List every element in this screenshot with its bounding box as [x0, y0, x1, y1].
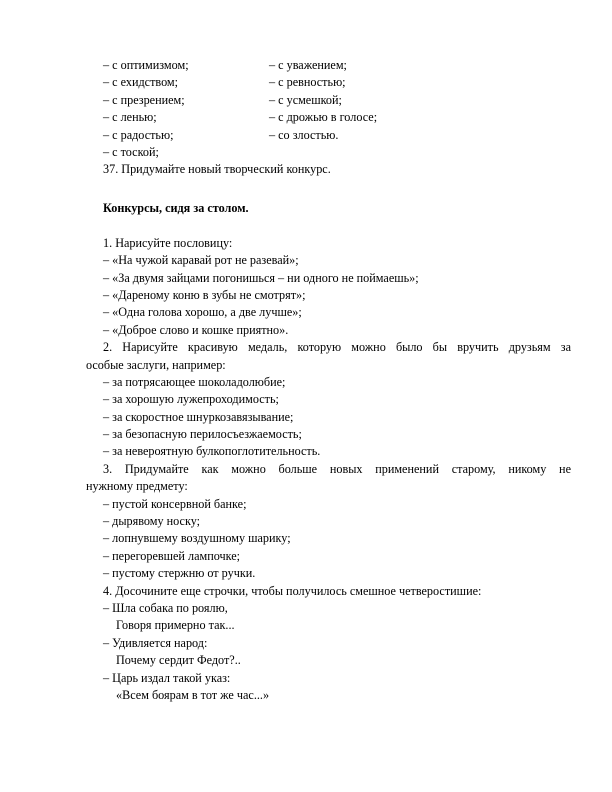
poem-line: – Шла собака по роялю,: [103, 600, 228, 615]
list-item: – с оптимизмом;: [103, 58, 189, 72]
list-row: [103, 144, 523, 161]
list-item: – с ехидством;: [103, 75, 179, 90]
list-item: – за потрясающее шоколадолюбие;: [103, 374, 286, 389]
list-row: [103, 57, 523, 74]
contest-3-heading-cont: нужному предмету:: [86, 479, 188, 494]
contest-1-heading: [103, 235, 571, 252]
list-item: – с ревностью;: [269, 75, 346, 90]
list-item: – перегоревшей лампочке;: [103, 548, 241, 563]
list-item: – пустой консервной банке;: [103, 496, 247, 511]
list-item: – «Дареному коню в зубы не смотрят»;: [103, 287, 306, 302]
poem-line: – Удивляется народ:: [103, 635, 208, 650]
list-item: – с усмешкой;: [269, 92, 342, 107]
list-item: – с презрением;: [103, 92, 185, 107]
list-item: – с дрожью в голосе;: [269, 110, 378, 125]
list-row: [103, 74, 523, 91]
list-row: [103, 109, 523, 126]
poem-line: «Всем боярам в тот же час...»: [116, 687, 270, 702]
contest-1-heading-text: 1. Нарисуйте пословицу:: [103, 235, 233, 250]
contest-3-heading: 3. Придумайте как можно больше новых применений старому, никому не: [103, 461, 571, 476]
contest-2-heading-cont: особые заслуги, например:: [86, 357, 226, 372]
list-item: – с уважением;: [269, 58, 347, 72]
list-row: [103, 92, 523, 109]
spacer: [103, 217, 571, 234]
list-item: – «Одна голова хорошо, а две лучше»;: [103, 305, 302, 320]
list-item: – «Доброе слово и кошке приятно».: [103, 322, 289, 337]
list-item: – с ленью;: [103, 110, 157, 125]
list-item: – дырявому носку;: [103, 514, 201, 529]
list-item: – со злостью.: [269, 127, 339, 142]
list-item: – «На чужой каравай рот не разевай»;: [103, 253, 299, 268]
contest-2-heading: 2. Нарисуйте красивую медаль, которую можно было бы вручить друзьям за: [103, 340, 571, 355]
list-item: – за хорошую лужепроходимость;: [103, 392, 279, 407]
section-title: Конкурсы, сидя за столом.: [103, 201, 249, 215]
list-item: – «За двумя зайцами погонишься – ни одного не поймаешь»;: [103, 270, 419, 285]
contest-4-heading: 4. Досочините еще строчки, чтобы получилось смешное четверостишие:: [103, 583, 482, 598]
list-item: – за скоростное шнуркозавязывание;: [103, 409, 294, 424]
list-row: [103, 127, 523, 144]
poem-line: – Царь издал такой указ:: [103, 670, 231, 685]
list-item: – за невероятную булкопоглотительность.: [103, 444, 321, 459]
contests-section: [86, 200, 571, 704]
task-37: [103, 161, 523, 178]
poem-line: Говоря примерно так...: [116, 618, 235, 633]
poem-line: Почему сердит Федот?..: [116, 653, 241, 668]
task-37-text: 37. Придумайте новый творческий конкурс.: [103, 162, 331, 177]
list-item: – с тоской;: [103, 144, 159, 159]
mood-list: [103, 57, 523, 179]
list-item: – пустому стержню от ручки.: [103, 566, 256, 581]
list-item: – за безопасную перилосъезжаемость;: [103, 427, 302, 442]
list-item: – с радостью;: [103, 127, 174, 142]
list-item: – лопнувшему воздушному шарику;: [103, 531, 291, 546]
